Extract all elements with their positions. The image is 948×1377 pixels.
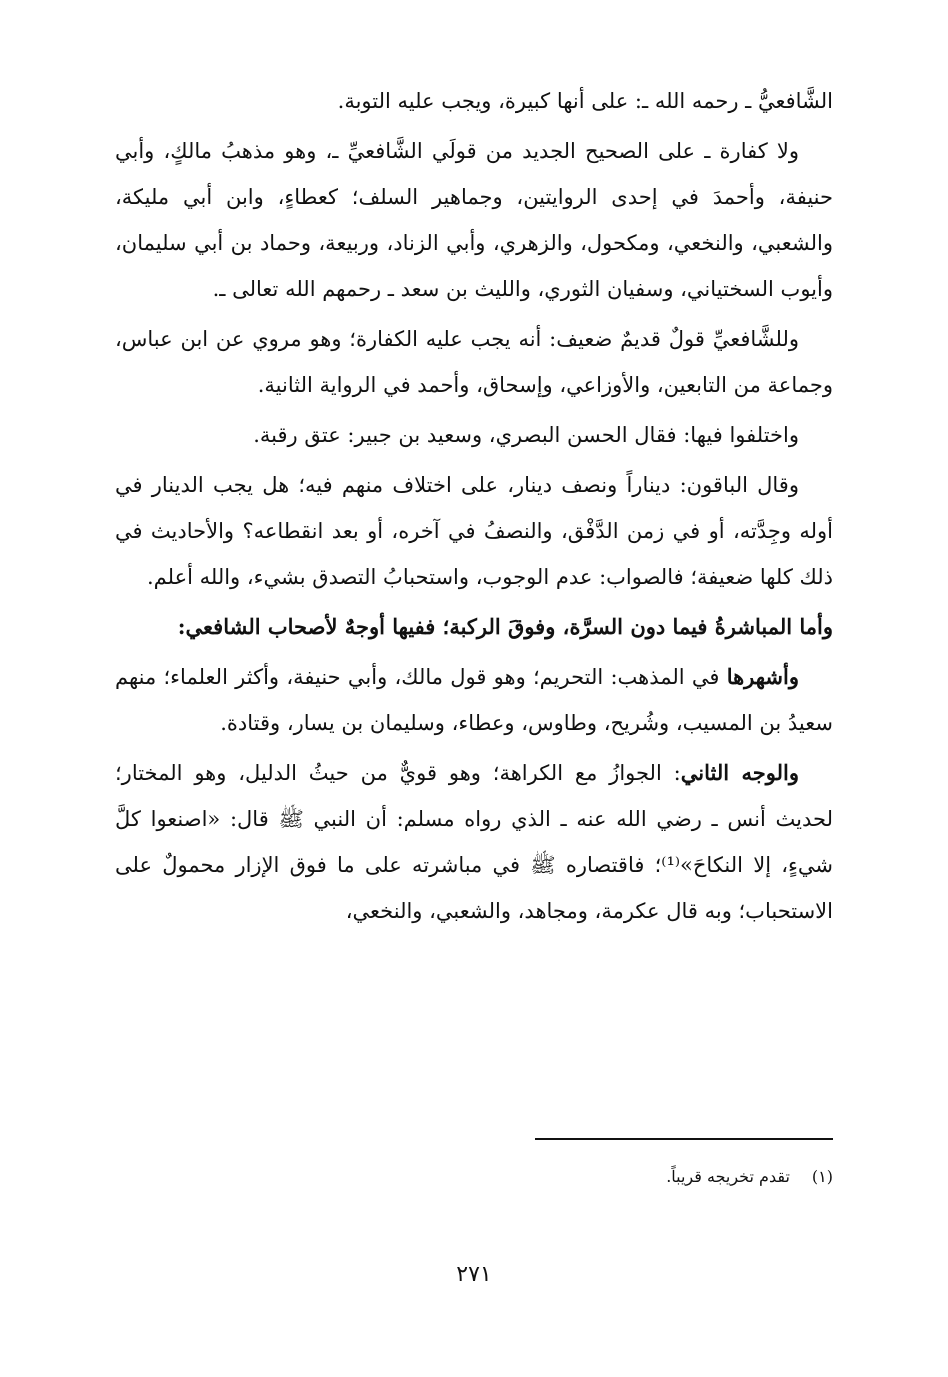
footnote-text: تقدم تخريجه قريباً. bbox=[666, 1167, 790, 1186]
paragraph-8-text: : الجوازُ مع الكراهة؛ وهو قويٌّ من حيثُ الدليل، وهو المختار؛ لحديث أنس ـ رضي الله عنه ـ الذي رواه مسلم: أن النبي ﷺ قال: «اصنعوا كلَّ شيءٍ، إلا النكاحَ»⁽¹⁾؛ فاقتصاره ﷺ في مباشرته على ما فوق الإزار محمولٌ على الاستحباب؛ وبه قال عكرمة، ومجاهد، والشعبي، والنخعي، bbox=[115, 761, 833, 923]
paragraph-5: وقال الباقون: ديناراً ونصف دينار، على اختلاف منهم فيه؛ هل يجب الدينار في أوله وجِدَّته، أو في زمن الدَّفْق، والنصفُ في آخره، أو بعد انقطاعه؟ والأحاديث في ذلك كلها ضعيفة؛ فالصواب: عدم الوجوب، واستحبابُ التصدق بشيء، والله أعلم. bbox=[115, 473, 833, 589]
section-heading-paragraph: وأما المباشرةُ فيما دون السرَّة، وفوقَ الركبة؛ ففيها أوجهٌ لأصحاب الشافعي: bbox=[177, 614, 833, 639]
paragraph-1: الشَّافعيُّ ـ رحمه الله ـ: على أنها كبيرة، ويجب عليه التوبة. bbox=[337, 89, 833, 113]
paragraph-2: ولا كفارة ـ على الصحيح الجديد من قولَي الشَّافعيِّ ـ، وهو مذهبُ مالكٍ، وأبي حنيفة، وأحمدَ في إحدى الروايتين، وجماهير السلف؛ كعطاءٍ، وابن أبي مليكة، والشعبي، والنخعي، ومكحول، والزهري، وأبي الزناد، وربيعة، وحماد بن أبي سليمان، وأيوب السختياني، وسفيان الثوري، والليث بن سعد ـ رحمهم الله تعالى ـ. bbox=[115, 139, 833, 301]
paragraph-7-text: في المذهب: التحريم؛ وهو قول مالك، وأبي حنيفة، وأكثر العلماء؛ منهم سعيدُ بن المسيب، وشُريح، وطاوس، وعطاء، وسليمان بن يسار، وقتادة. bbox=[115, 665, 833, 735]
page-body bbox=[115, 78, 833, 934]
paragraph-3: وللشَّافعيِّ قولٌ قديمٌ ضعيف: أنه يجب عليه الكفارة؛ وهو مروي عن ابن عباس، وجماعة من التابعين، والأوزاعي، وإسحاق، وأحمد في الرواية الثانية. bbox=[115, 327, 833, 397]
footnote-number: (١) bbox=[811, 1167, 833, 1186]
page-number: ٢٧١ bbox=[456, 1262, 492, 1287]
footnote bbox=[115, 1165, 833, 1189]
paragraph-4: واختلفوا فيها: فقال الحسن البصري، وسعيد بن جبير: عتق رقبة. bbox=[253, 423, 799, 447]
paragraph-7-lead: وأشهرها bbox=[726, 664, 799, 689]
paragraph-8-lead: والوجه الثاني bbox=[680, 760, 800, 785]
paragraph-7 bbox=[115, 654, 833, 746]
paragraph-8 bbox=[115, 750, 833, 934]
footnote-divider bbox=[535, 1138, 833, 1140]
